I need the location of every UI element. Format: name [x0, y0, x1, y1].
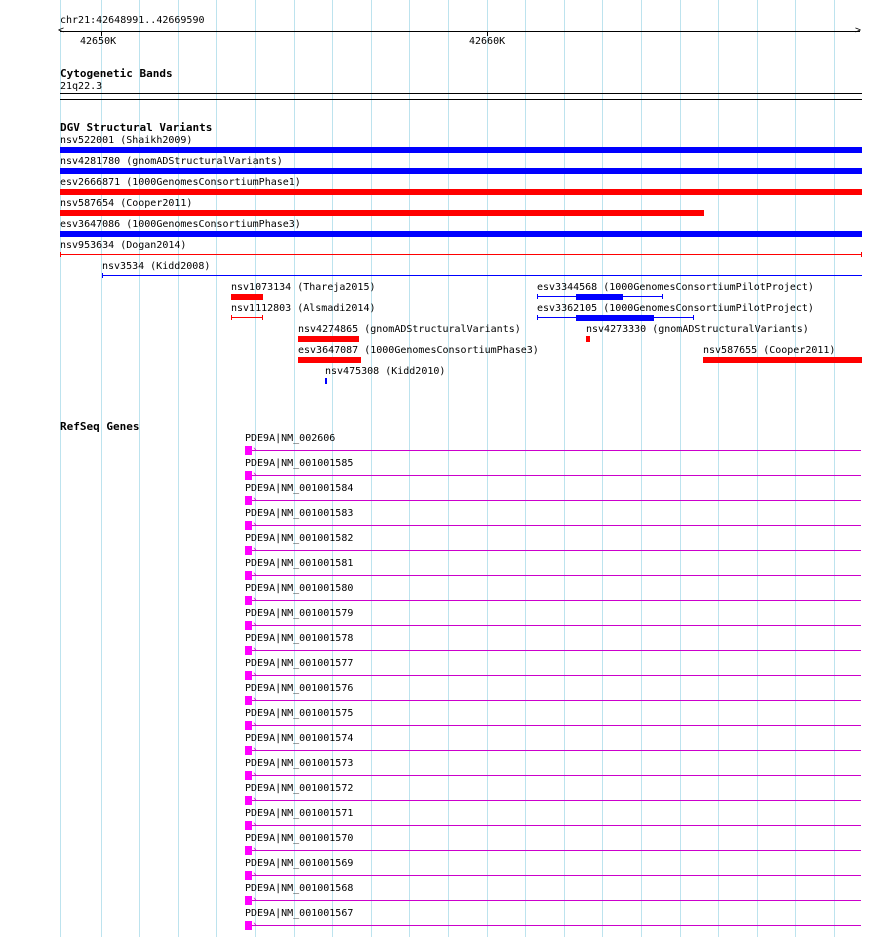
intron-line: [252, 625, 861, 626]
cytoband-bar-bottom: [60, 99, 862, 100]
dgv-track-title: DGV Structural Variants: [60, 121, 213, 134]
intron-line: [252, 525, 861, 526]
intron-line: [252, 600, 861, 601]
variant-label[interactable]: esv3362105 (1000GenomesConsortiumPilotProject): [537, 303, 814, 314]
variant-end-cap: [102, 273, 103, 278]
grid-line: [680, 0, 681, 937]
intron-line: [252, 550, 861, 551]
intron-line: [252, 850, 861, 851]
transcript-label[interactable]: PDE9A|NM_001001584: [245, 483, 354, 494]
variant-feature[interactable]: [60, 168, 862, 174]
variant-label[interactable]: esv3344568 (1000GenomesConsortiumPilotProject): [537, 282, 814, 293]
variant-label[interactable]: nsv522001 (Shaikh2009): [60, 135, 193, 146]
variant-end-cap: [262, 315, 263, 320]
intron-line: [252, 800, 861, 801]
intron-line: [252, 500, 861, 501]
variant-end-cap: [861, 252, 862, 257]
grid-line: [834, 0, 835, 937]
exon-block[interactable]: [245, 521, 252, 530]
grid-line: [602, 0, 603, 937]
intron-line: [252, 450, 861, 451]
variant-label[interactable]: nsv587654 (Cooper2011): [60, 198, 193, 209]
intron-line: [252, 750, 861, 751]
transcript-label[interactable]: PDE9A|NM_001001583: [245, 508, 354, 519]
intron-line: [252, 475, 861, 476]
exon-block[interactable]: [245, 471, 252, 480]
variant-label[interactable]: nsv4273330 (gnomADStructuralVariants): [586, 324, 809, 335]
intron-line: [252, 925, 861, 926]
ruler-tick-label: 42650K: [80, 36, 117, 47]
exon-block[interactable]: [245, 446, 252, 455]
exon-block[interactable]: [245, 871, 252, 880]
ruler-left-arrow: <: [58, 25, 65, 36]
variant-label[interactable]: esv3647086 (1000GenomesConsortiumPhase3): [60, 219, 301, 230]
grid-line: [757, 0, 758, 937]
exon-block[interactable]: [245, 896, 252, 905]
variant-feature-core[interactable]: [576, 315, 654, 321]
variant-feature[interactable]: [231, 294, 263, 300]
variant-label[interactable]: nsv3534 (Kidd2008): [102, 261, 211, 272]
variant-feature[interactable]: [298, 357, 361, 363]
variant-label[interactable]: nsv4281780 (gnomADStructuralVariants): [60, 156, 283, 167]
intron-line: [252, 575, 861, 576]
grid-line: [641, 0, 642, 937]
transcript-label[interactable]: PDE9A|NM_001001572: [245, 783, 354, 794]
intron-line: [252, 875, 861, 876]
variant-feature[interactable]: [60, 189, 862, 195]
variant-end-cap: [693, 315, 694, 320]
transcript-label[interactable]: PDE9A|NM_001001578: [245, 633, 354, 644]
transcript-label[interactable]: PDE9A|NM_001001585: [245, 458, 354, 469]
variant-label[interactable]: nsv953634 (Dogan2014): [60, 240, 187, 251]
variant-feature[interactable]: [703, 357, 862, 363]
exon-block[interactable]: [245, 771, 252, 780]
intron-line: [252, 775, 861, 776]
variant-feature[interactable]: [60, 254, 862, 255]
variant-end-cap: [662, 294, 663, 299]
variant-label[interactable]: nsv1112803 (Alsmadi2014): [231, 303, 376, 314]
transcript-label[interactable]: PDE9A|NM_001001577: [245, 658, 354, 669]
variant-feature[interactable]: [60, 147, 862, 153]
transcript-label[interactable]: PDE9A|NM_001001576: [245, 683, 354, 694]
variant-feature[interactable]: [60, 210, 704, 216]
grid-line: [216, 0, 217, 937]
intron-line: [252, 650, 861, 651]
variant-feature[interactable]: [102, 275, 862, 276]
refseq-track-title: RefSeq Genes: [60, 420, 140, 433]
transcript-label[interactable]: PDE9A|NM_001001573: [245, 758, 354, 769]
intron-line: [252, 700, 861, 701]
transcript-label[interactable]: PDE9A|NM_001001575: [245, 708, 354, 719]
exon-block[interactable]: [245, 571, 252, 580]
exon-block[interactable]: [245, 746, 252, 755]
transcript-label[interactable]: PDE9A|NM_001001574: [245, 733, 354, 744]
variant-label[interactable]: nsv4274865 (gnomADStructuralVariants): [298, 324, 521, 335]
variant-end-cap: [537, 294, 538, 299]
transcript-label[interactable]: PDE9A|NM_002606: [245, 433, 336, 444]
exon-block[interactable]: [245, 546, 252, 555]
region-label: chr21:42648991..42669590: [60, 15, 205, 26]
variant-feature[interactable]: [298, 336, 359, 342]
exon-block[interactable]: [245, 696, 252, 705]
variant-feature[interactable]: [586, 336, 590, 342]
grid-line: [487, 0, 488, 937]
variant-feature[interactable]: [231, 317, 263, 318]
grid-line: [409, 0, 410, 937]
transcript-label[interactable]: PDE9A|NM_001001582: [245, 533, 354, 544]
exon-block[interactable]: [245, 796, 252, 805]
transcript-label[interactable]: PDE9A|NM_001001580: [245, 583, 354, 594]
grid-line: [795, 0, 796, 937]
variant-label[interactable]: nsv1073134 (Thareja2015): [231, 282, 376, 293]
cytoband-bar-top: [60, 93, 862, 94]
transcript-label[interactable]: PDE9A|NM_001001568: [245, 883, 354, 894]
intron-line: [252, 675, 861, 676]
transcript-label[interactable]: PDE9A|NM_001001579: [245, 608, 354, 619]
variant-label[interactable]: nsv475308 (Kidd2010): [325, 366, 446, 377]
variant-end-cap: [537, 315, 538, 320]
exon-block[interactable]: [245, 921, 252, 930]
transcript-label[interactable]: PDE9A|NM_001001571: [245, 808, 354, 819]
exon-block[interactable]: [245, 621, 252, 630]
variant-label[interactable]: esv3647087 (1000GenomesConsortiumPhase3): [298, 345, 539, 356]
exon-block[interactable]: [245, 821, 252, 830]
grid-line: [564, 0, 565, 937]
variant-end-cap: [231, 315, 232, 320]
intron-line: [252, 725, 861, 726]
ruler-axis: [60, 31, 860, 32]
variant-end-cap: [60, 252, 61, 257]
exon-block[interactable]: [245, 596, 252, 605]
variant-label[interactable]: esv2666871 (1000GenomesConsortiumPhase1): [60, 177, 301, 188]
exon-block[interactable]: [245, 671, 252, 680]
transcript-label[interactable]: PDE9A|NM_001001581: [245, 558, 354, 569]
variant-feature[interactable]: [60, 231, 862, 237]
exon-block[interactable]: [245, 646, 252, 655]
grid-line: [525, 0, 526, 937]
ruler-tick-label: 42660K: [469, 36, 506, 47]
grid-line: [718, 0, 719, 937]
exon-block[interactable]: [245, 496, 252, 505]
intron-line: [252, 825, 861, 826]
variant-feature[interactable]: [325, 378, 327, 384]
grid-line: [371, 0, 372, 937]
variant-feature-core[interactable]: [576, 294, 623, 300]
cytoband-track-title: Cytogenetic Bands: [60, 67, 173, 80]
ruler-right-arrow: >: [855, 25, 862, 36]
transcript-label[interactable]: PDE9A|NM_001001570: [245, 833, 354, 844]
intron-line: [252, 900, 861, 901]
transcript-label[interactable]: PDE9A|NM_001001567: [245, 908, 354, 919]
exon-block[interactable]: [245, 846, 252, 855]
variant-label[interactable]: nsv587655 (Cooper2011): [703, 345, 836, 356]
transcript-label[interactable]: PDE9A|NM_001001569: [245, 858, 354, 869]
exon-block[interactable]: [245, 721, 252, 730]
cytoband-label: 21q22.3: [60, 81, 103, 92]
grid-line: [448, 0, 449, 937]
